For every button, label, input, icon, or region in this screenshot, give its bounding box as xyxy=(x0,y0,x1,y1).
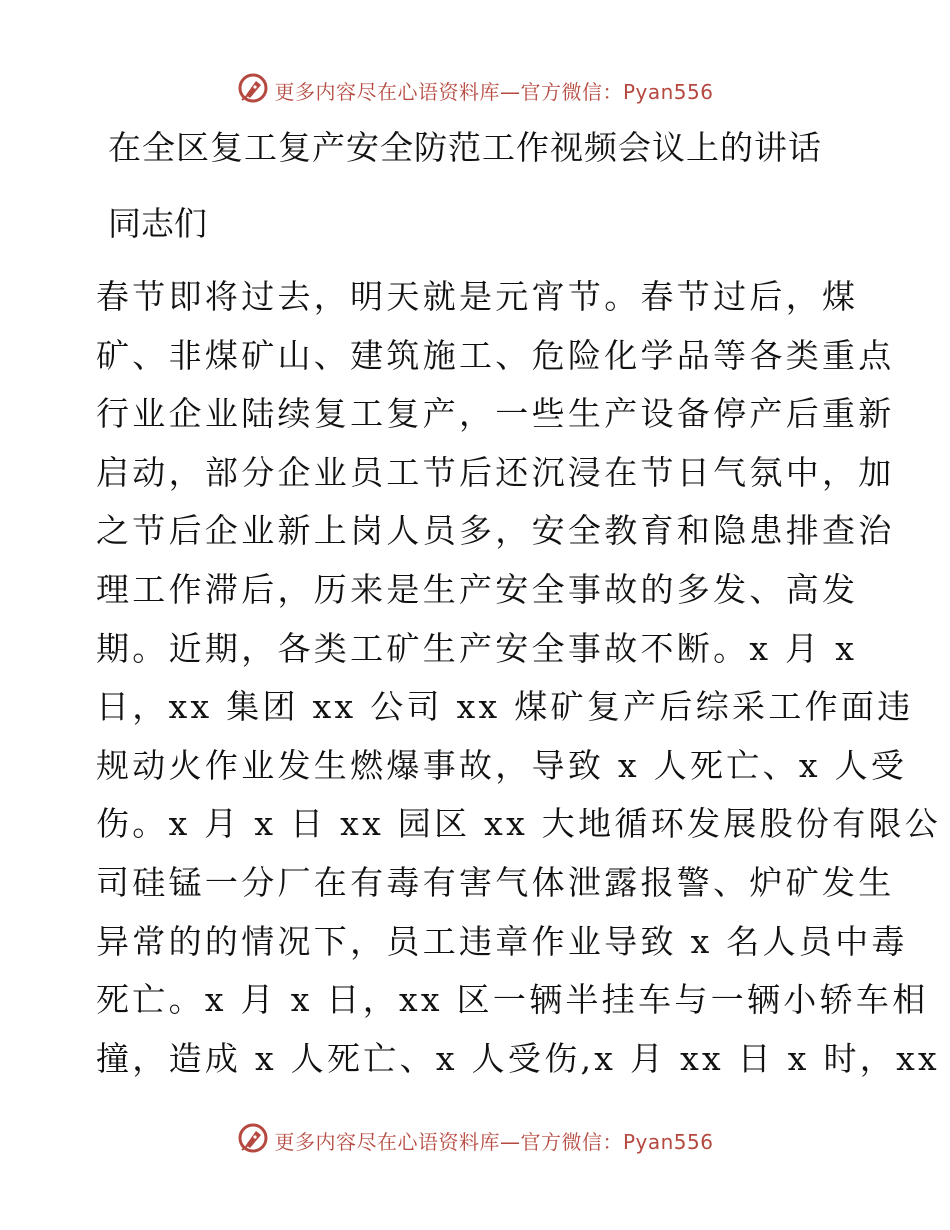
footer-banner xyxy=(0,1120,950,1160)
body-line: 之节后企业新上岗人员多，安全教育和隐患排查治 xyxy=(96,511,895,551)
body-line: 日，xx 集团 xx 公司 xx 煤矿复产后综采工作面违 xyxy=(96,687,914,727)
body-line: 行业企业陆续复工复产，一些生产设备停产后重新 xyxy=(96,394,895,434)
body-line: 启动，部分企业员工节后还沉浸在节日气氛中，加 xyxy=(96,452,895,492)
body-line: 死亡。x 月 x 日，xx 区一辆半挂车与一辆小轿车相 xyxy=(96,980,929,1020)
body-line: 期。近期，各类工矿生产安全事故不断。x 月 x xyxy=(96,628,858,668)
body-line: 矿、非煤矿山、建筑施工、危险化学品等各类重点 xyxy=(96,335,895,375)
body-line: 春节即将过去，明天就是元宵节。春节过后，煤 xyxy=(96,277,859,316)
header-banner xyxy=(0,70,950,110)
salutation: 同志们 xyxy=(108,204,207,243)
document-title: 在全区复工复产安全防范工作视频会议上的讲话 xyxy=(108,128,822,167)
pen-nib-logo-icon xyxy=(236,1121,274,1159)
body-text xyxy=(96,268,942,1088)
body-line: 规动火作业发生燃爆事故，导致 x 人死亡、x 人受 xyxy=(96,745,908,785)
body-line: 撞，造成 x 人死亡、x 人受伤,x 月 xx 日 x 时，xx xyxy=(96,1038,940,1078)
pen-nib-logo-icon xyxy=(236,71,274,109)
header-banner-text: 更多内容尽在心语资料库—官方微信：Pyan556 xyxy=(274,79,714,104)
footer-banner-text: 更多内容尽在心语资料库—官方微信：Pyan556 xyxy=(274,1129,714,1154)
body-line: 异常的的情况下，员工违章作业导致 x 名人员中毒 xyxy=(96,921,908,961)
body-line: 伤。x 月 x 日 xx 园区 xx 大地循环发展股份有限公 xyxy=(96,804,942,844)
body-line: 司硅锰一分厂在有毒有害气体泄露报警、炉矿发生 xyxy=(96,862,895,902)
body-line: 理工作滞后，历来是生产安全事故的多发、高发 xyxy=(96,569,859,609)
